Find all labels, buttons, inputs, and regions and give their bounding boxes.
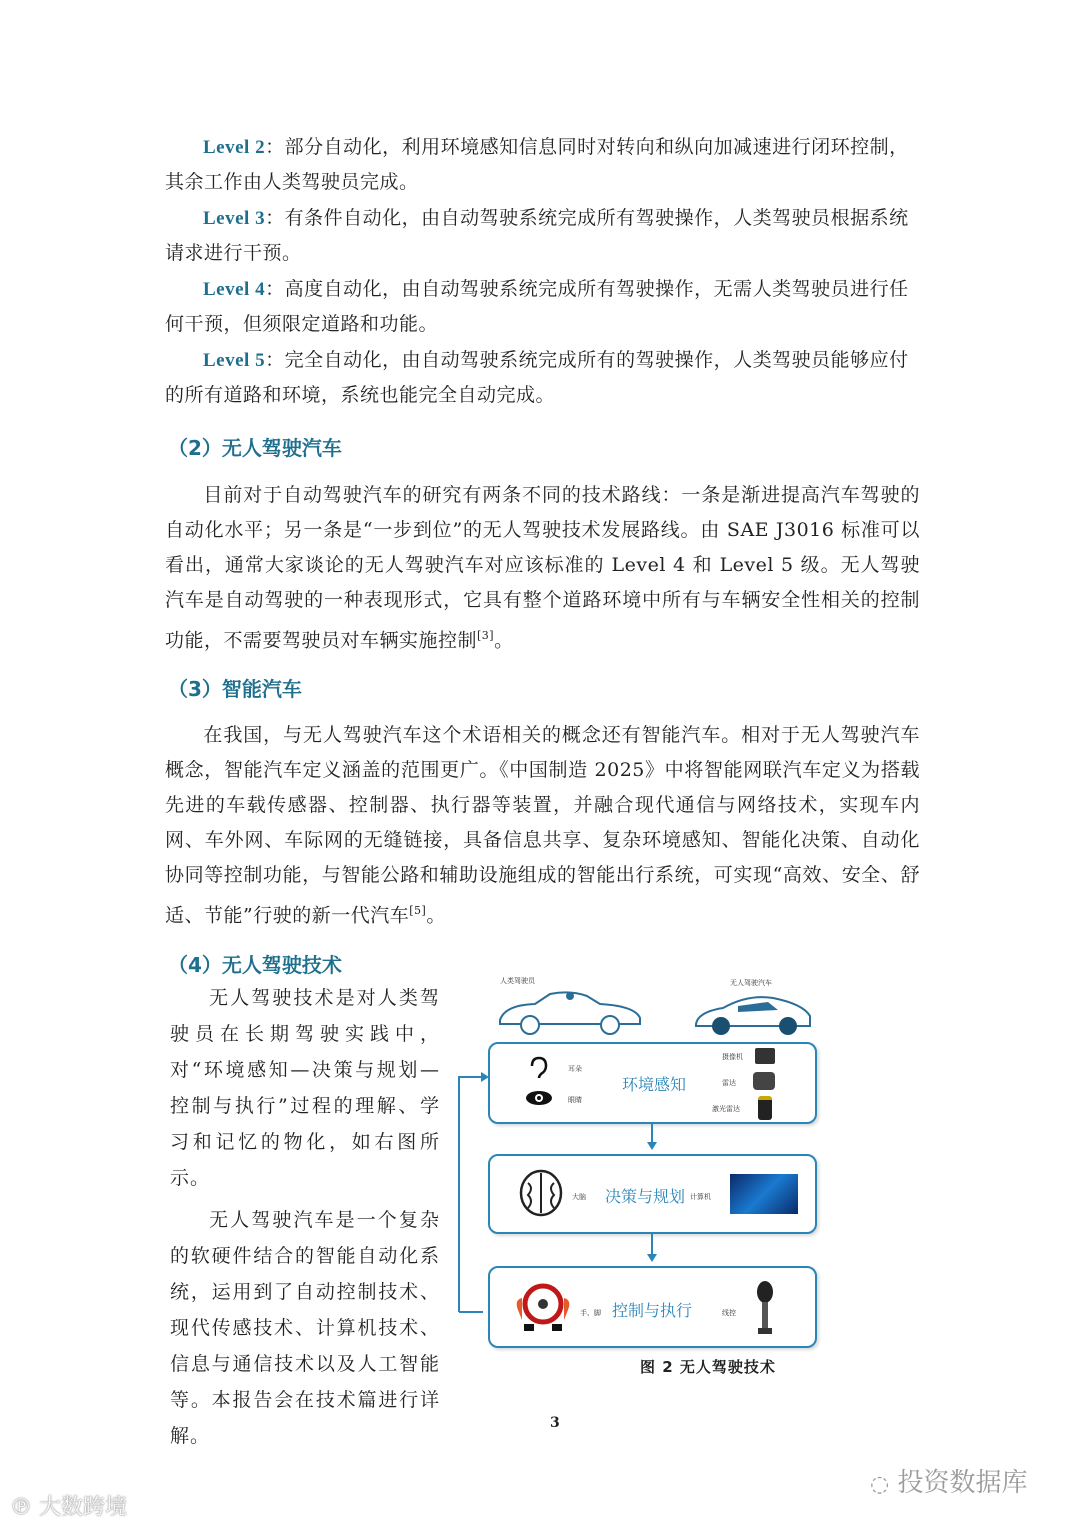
eye-icon [525,1090,553,1106]
control-title: 控制与执行 [612,1301,693,1320]
section-4-p1-text: 无人驾驶技术是对人类驾驶员在长期驾驶实践中，对“环境感知—决策与规划—控制与执行”过程的理解、学习和记忆的物化，如右图所示。 [170,987,440,1189]
section-3-end: 。 [426,904,446,927]
section-4-p2-text: 无人驾驶汽车是一个复杂的软硬件结合的智能自动化系统，运用到了自动控制技术、现代传感技术、计算机技术、信息与通信技术以及人工智能等。本报告会在技术篇进行详解。 [170,1209,440,1447]
feedback-arrow [455,1067,490,1322]
level-3-text: ：有条件自动化，由自动驾驶系统完成所有驾驶操作，人类驾驶员根据系统请求进行干预。 [165,207,909,264]
autonomous-driving-figure [455,972,830,1382]
section-4-text-column [170,980,440,1454]
ear-icon [528,1056,548,1080]
planning-box [488,1154,817,1234]
radar-label: 雷达 [722,1079,736,1087]
chip-icon [730,1174,798,1214]
section-4-paragraph-1 [170,980,440,1196]
level-4-text: ：高度自动化，由自动驾驶系统完成所有驾驶操作，无需人类驾驶员进行任何干预，但须限定道路和功能。 [165,278,909,335]
section-2-end: 。 [494,629,514,652]
weibo-icon: ℗ [10,1495,32,1520]
computer-label: 计算机 [690,1193,711,1201]
figure-caption: 图 2 无人驾驶技术 [640,1358,776,1376]
watermark-left [10,1490,127,1521]
steering-wheel-icon [514,1280,572,1332]
section-2-heading: （2）无人驾驶汽车 [168,436,342,460]
eye-label: 眼睛 [568,1096,582,1104]
arrow-down-icon [645,1122,659,1152]
section-3-heading: （3）智能汽车 [168,677,302,701]
section-3-text: 在我国，与无人驾驶汽车这个术语相关的概念还有智能汽车。相对于无人驾驶汽车概念，智能汽车定义涵盖的范围更广。《中国制造 2025》中将智能网联汽车定义为搭载先进的车载传感器、控制器、执行器等装置，并融合现代通信与网络技术，实现车内网、车外网、车际网的无缝链接，具备信息共享、复杂环境感知、智能化决策、自动化协同等控制功能，与智能公路和辅助设施组成的智能出行系统，可实现“高效、安全、舒适、节能”行驶的新一代汽车 [165,724,920,927]
ear-label: 耳朵 [568,1065,582,1073]
level-4-tag: Level 4 [203,279,266,300]
hands-feet-label: 手、脚 [580,1309,601,1317]
perception-box [488,1042,817,1124]
citation-5: [5] [409,904,427,917]
lidar-label: 激光雷达 [712,1105,740,1113]
watermark-right-text: 投资数据库 [897,1468,1028,1498]
section-4-heading: （4）无人驾驶技术 [168,953,342,977]
lidar-icon [758,1096,772,1120]
arrow-down-icon-2 [645,1232,659,1264]
radar-icon [753,1072,775,1090]
level-5-text: ：完全自动化，由自动驾驶系统完成所有的驾驶操作，人类驾驶员能够应付的所有道路和环境，系统也能完全自动完成。 [165,349,909,406]
gear-shifter-icon [755,1280,775,1336]
level-5-tag: Level 5 [203,350,266,371]
watermark-right [870,1462,1027,1499]
level-3-paragraph [165,201,920,271]
brain-label: 大脑 [572,1193,586,1201]
page-number: 3 [550,1415,560,1431]
human-driver-label: 人类驾驶员 [500,977,535,985]
level-5-paragraph [165,343,920,413]
brain-icon [518,1168,564,1218]
level-2-text: ：部分自动化，利用环境感知信息同时对转向和纵向加减速进行闭环控制，其余工作由人类驾驶员完成。 [165,136,909,193]
level-2-paragraph [165,130,920,200]
perception-title: 环境感知 [622,1075,687,1094]
section-3-paragraph [165,718,920,933]
wechat-icon: ◌ [870,1472,890,1497]
watermark-left-text: 大数跨境 [39,1495,128,1520]
planning-title: 决策与规划 [605,1187,686,1206]
section-4-paragraph-2 [170,1202,440,1454]
classic-car-icon [495,980,645,1038]
level-4-paragraph [165,272,920,342]
level-2-tag: Level 2 [203,137,266,158]
citation-3: [3] [477,629,495,642]
camera-label: 摄像机 [722,1053,743,1061]
section-2-paragraph [165,478,920,658]
drive-by-wire-label: 线控 [722,1309,736,1317]
control-box [488,1266,817,1348]
camera-icon [755,1048,775,1064]
sports-car-icon [693,982,813,1040]
section-2-text: 目前对于自动驾驶汽车的研究有两条不同的技术路线：一条是渐进提高汽车驾驶的自动化水平；另一条是“一步到位”的无人驾驶技术发展路线。由 SAE J3016 标准可以看出，通常大家谈论的无人驾驶汽车对应该标准的 Level 4 和 Level 5 级。无人驾驶汽车是自动驾驶的一种表现形式，它具有整个道路环境中所有与车辆安全性相关的控制功能，不需要驾驶员对车辆实施控制 [165,484,920,652]
driverless-car-label: 无人驾驶汽车 [730,979,772,987]
level-3-tag: Level 3 [203,208,266,229]
